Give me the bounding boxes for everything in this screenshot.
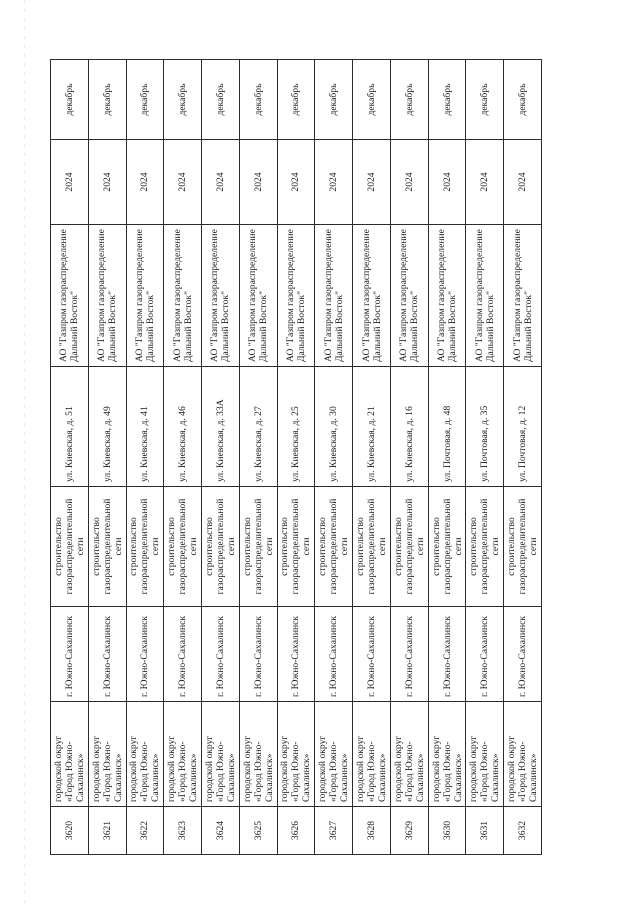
- month-cell: декабрь: [164, 60, 202, 140]
- table-row: [466, 60, 504, 855]
- municipality-cell: городской округ «Город Южно-Сахалинск»: [428, 702, 466, 807]
- municipality-cell: городской округ «Город Южно-Сахалинск»: [315, 702, 353, 807]
- address-cell: ул. Почтовая, д. 48: [428, 367, 466, 487]
- rotated-page: [50, 60, 542, 855]
- organization-cell: АО "Газпром газораспределение Дальний Восток": [202, 225, 240, 367]
- locality-cell: г. Южно-Сахалинск: [504, 607, 542, 702]
- year-cell: 2024: [126, 140, 164, 225]
- locality-cell: г. Южно-Сахалинск: [239, 607, 277, 702]
- work-type-cell: строительство газораспределительной сети: [277, 487, 315, 607]
- locality-cell: г. Южно-Сахалинск: [353, 607, 391, 702]
- organization-cell: АО "Газпром газораспределение Дальний Восток": [466, 225, 504, 367]
- year-cell: 2024: [390, 140, 428, 225]
- row-number: 3620: [51, 807, 89, 855]
- locality-cell: г. Южно-Сахалинск: [315, 607, 353, 702]
- row-number: 3623: [164, 807, 202, 855]
- work-type-cell: строительство газораспределительной сети: [315, 487, 353, 607]
- municipality-cell: городской округ «Город Южно-Сахалинск»: [164, 702, 202, 807]
- month-cell: декабрь: [353, 60, 391, 140]
- address-cell: ул. Киевская, д. 46: [164, 367, 202, 487]
- table-row: [277, 60, 315, 855]
- table-row: [51, 60, 89, 855]
- year-cell: 2024: [466, 140, 504, 225]
- month-cell: декабрь: [390, 60, 428, 140]
- year-cell: 2024: [51, 140, 89, 225]
- municipality-cell: городской округ «Город Южно-Сахалинск»: [126, 702, 164, 807]
- year-cell: 2024: [239, 140, 277, 225]
- locality-cell: г. Южно-Сахалинск: [202, 607, 240, 702]
- row-number: 3628: [353, 807, 391, 855]
- year-cell: 2024: [277, 140, 315, 225]
- municipality-cell: городской округ «Город Южно-Сахалинск»: [504, 702, 542, 807]
- row-number: 3632: [504, 807, 542, 855]
- address-cell: ул. Киевская, д. 51: [51, 367, 89, 487]
- organization-cell: АО "Газпром газораспределение Дальний Восток": [164, 225, 202, 367]
- month-cell: декабрь: [51, 60, 89, 140]
- table-row: [353, 60, 391, 855]
- year-cell: 2024: [428, 140, 466, 225]
- month-cell: декабрь: [202, 60, 240, 140]
- table-row: [126, 60, 164, 855]
- work-type-cell: строительство газораспределительной сети: [164, 487, 202, 607]
- year-cell: 2024: [88, 140, 126, 225]
- work-type-cell: строительство газораспределительной сети: [126, 487, 164, 607]
- year-cell: 2024: [164, 140, 202, 225]
- address-cell: ул. Почтовая, д. 12: [504, 367, 542, 487]
- table-body: [51, 60, 542, 855]
- locality-cell: г. Южно-Сахалинск: [428, 607, 466, 702]
- table-row: [202, 60, 240, 855]
- table-row: [390, 60, 428, 855]
- year-cell: 2024: [202, 140, 240, 225]
- municipality-cell: городской округ «Город Южно-Сахалинск»: [353, 702, 391, 807]
- year-cell: 2024: [353, 140, 391, 225]
- municipality-cell: городской округ «Город Южно-Сахалинск»: [277, 702, 315, 807]
- table-row: [88, 60, 126, 855]
- work-type-cell: строительство газораспределительной сети: [390, 487, 428, 607]
- organization-cell: АО "Газпром газораспределение Дальний Восток": [315, 225, 353, 367]
- address-cell: ул. Киевская, д. 27: [239, 367, 277, 487]
- organization-cell: АО "Газпром газораспределение Дальний Восток": [428, 225, 466, 367]
- month-cell: декабрь: [466, 60, 504, 140]
- month-cell: декабрь: [315, 60, 353, 140]
- locality-cell: г. Южно-Сахалинск: [390, 607, 428, 702]
- month-cell: декабрь: [277, 60, 315, 140]
- year-cell: 2024: [504, 140, 542, 225]
- locality-cell: г. Южно-Сахалинск: [126, 607, 164, 702]
- organization-cell: АО "Газпром газораспределение Дальний Восток": [51, 225, 89, 367]
- row-number: 3625: [239, 807, 277, 855]
- organization-cell: АО "Газпром газораспределение Дальний Восток": [239, 225, 277, 367]
- municipality-cell: городской округ «Город Южно-Сахалинск»: [202, 702, 240, 807]
- municipality-cell: городской округ «Город Южно-Сахалинск»: [51, 702, 89, 807]
- municipality-cell: городской округ «Город Южно-Сахалинск»: [239, 702, 277, 807]
- month-cell: декабрь: [239, 60, 277, 140]
- scan-edge-marks: [24, 0, 25, 905]
- work-type-cell: строительство газораспределительной сети: [202, 487, 240, 607]
- locality-cell: г. Южно-Сахалинск: [88, 607, 126, 702]
- table-row: [315, 60, 353, 855]
- work-type-cell: строительство газораспределительной сети: [353, 487, 391, 607]
- address-cell: ул. Киевская, д. 41: [126, 367, 164, 487]
- address-cell: ул. Киевская, д. 49: [88, 367, 126, 487]
- organization-cell: АО "Газпром газораспределение Дальний Восток": [353, 225, 391, 367]
- work-type-cell: строительство газораспределительной сети: [239, 487, 277, 607]
- row-number: 3627: [315, 807, 353, 855]
- organization-cell: АО "Газпром газораспределение Дальний Восток": [277, 225, 315, 367]
- month-cell: декабрь: [504, 60, 542, 140]
- organization-cell: АО "Газпром газораспределение Дальний Восток": [88, 225, 126, 367]
- table-row: [239, 60, 277, 855]
- address-cell: ул. Киевская, д. 33А: [202, 367, 240, 487]
- row-number: 3624: [202, 807, 240, 855]
- address-cell: ул. Почтовая, д. 35: [466, 367, 504, 487]
- work-type-cell: строительство газораспределительной сети: [51, 487, 89, 607]
- work-type-cell: строительство газораспределительной сети: [428, 487, 466, 607]
- row-number: 3630: [428, 807, 466, 855]
- month-cell: декабрь: [428, 60, 466, 140]
- locality-cell: г. Южно-Сахалинск: [277, 607, 315, 702]
- address-cell: ул. Киевская, д. 21: [353, 367, 391, 487]
- municipality-cell: городской округ «Город Южно-Сахалинск»: [390, 702, 428, 807]
- organization-cell: АО "Газпром газораспределение Дальний Восток": [126, 225, 164, 367]
- row-number: 3626: [277, 807, 315, 855]
- gasification-table: [50, 59, 542, 855]
- table-row: [164, 60, 202, 855]
- month-cell: декабрь: [88, 60, 126, 140]
- address-cell: ул. Киевская, д. 16: [390, 367, 428, 487]
- locality-cell: г. Южно-Сахалинск: [51, 607, 89, 702]
- work-type-cell: строительство газораспределительной сети: [88, 487, 126, 607]
- municipality-cell: городской округ «Город Южно-Сахалинск»: [466, 702, 504, 807]
- organization-cell: АО "Газпром газораспределение Дальний Восток": [504, 225, 542, 367]
- address-cell: ул. Киевская, д. 25: [277, 367, 315, 487]
- organization-cell: АО "Газпром газораспределение Дальний Восток": [390, 225, 428, 367]
- month-cell: декабрь: [126, 60, 164, 140]
- row-number: 3621: [88, 807, 126, 855]
- address-cell: ул. Киевская, д. 30: [315, 367, 353, 487]
- work-type-cell: строительство газораспределительной сети: [466, 487, 504, 607]
- locality-cell: г. Южно-Сахалинск: [466, 607, 504, 702]
- municipality-cell: городской округ «Город Южно-Сахалинск»: [88, 702, 126, 807]
- row-number: 3631: [466, 807, 504, 855]
- locality-cell: г. Южно-Сахалинск: [164, 607, 202, 702]
- year-cell: 2024: [315, 140, 353, 225]
- work-type-cell: строительство газораспределительной сети: [504, 487, 542, 607]
- row-number: 3629: [390, 807, 428, 855]
- row-number: 3622: [126, 807, 164, 855]
- table-row: [504, 60, 542, 855]
- table-row: [428, 60, 466, 855]
